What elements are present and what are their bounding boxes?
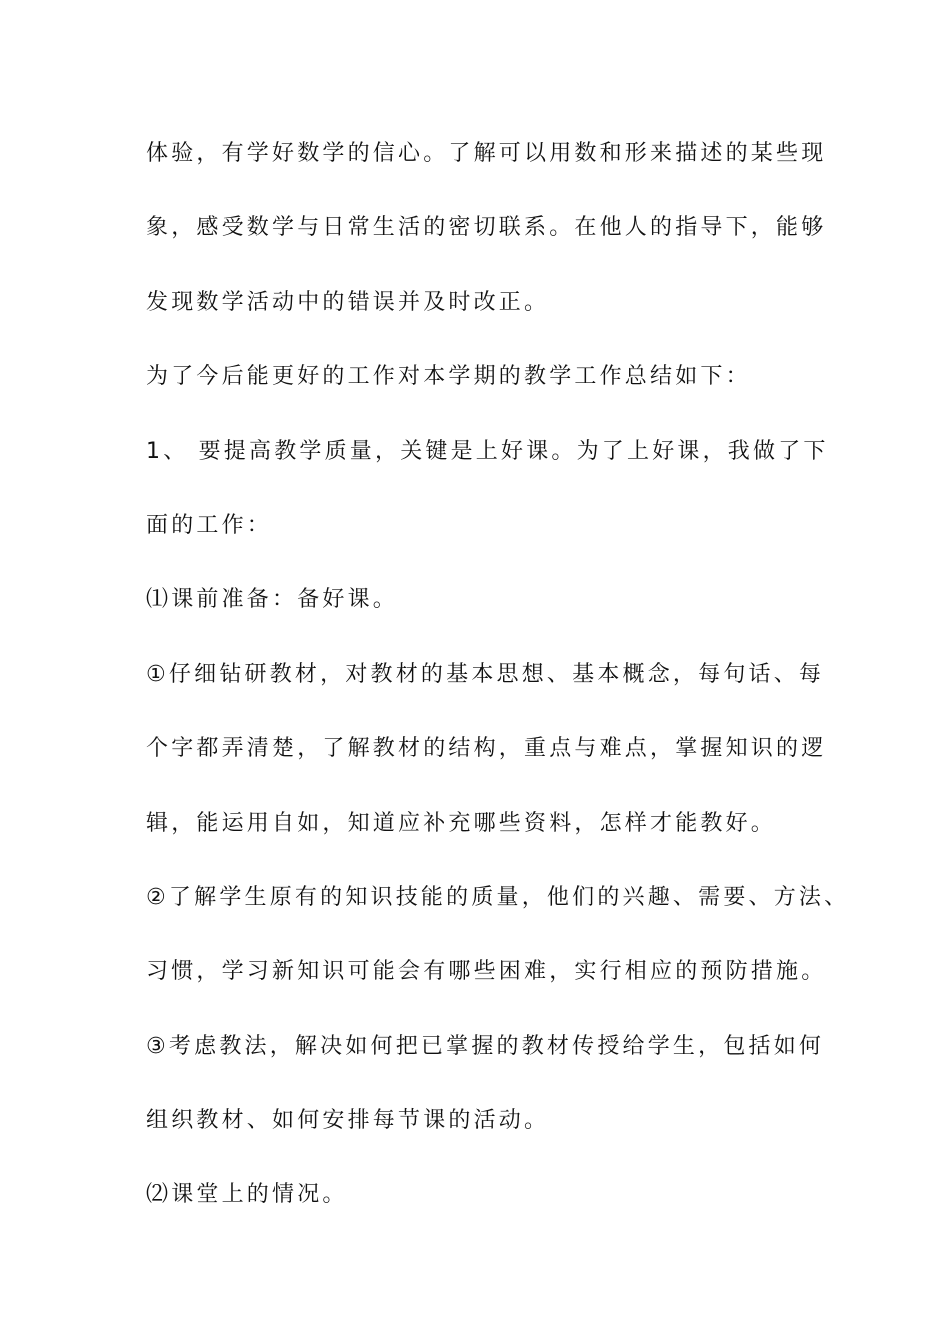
text-line: 发现数学活动中的错误并及时改正。 xyxy=(146,289,550,315)
section-heading-1: ⑴课前准备：备好课。 xyxy=(146,587,399,613)
circled-item-3: ③考虑教法，解决如何把已掌握的教材传授给学生，包括如何 xyxy=(146,1033,825,1059)
text-line: 面的工作： xyxy=(146,512,273,538)
text-line: 习惯，学习新知识可能会有哪些困难，实行相应的预防措施。 xyxy=(146,959,827,985)
document-body xyxy=(146,133,850,1249)
circled-item-1: ①仔细钻研教材，对教材的基本思想、基本概念，每句话、每 xyxy=(146,661,825,687)
text-line: 体验，有学好数学的信心。了解可以用数和形来描述的某些现 xyxy=(146,141,827,166)
text-line: 辑，能运用自如，知道应补充哪些资料，怎样才能教好。 xyxy=(146,810,777,836)
section-heading-2: ⑵课堂上的情况。 xyxy=(146,1182,348,1208)
circled-item-2: ②了解学生原有的知识技能的质量，他们的兴趣、需要、方法、 xyxy=(146,884,850,910)
text-line: 象，感受数学与日常生活的密切联系。在他人的指导下，能够 xyxy=(146,215,827,241)
text-line: 个字都弄清楚，了解教材的结构，重点与难点，掌握知识的逻 xyxy=(146,736,827,762)
text-line: 组织教材、如何安排每节课的活动。 xyxy=(146,1108,550,1134)
text-line: 为了今后能更好的工作对本学期的教学工作总结如下： xyxy=(146,364,751,390)
numbered-item-1: 1、 要提高教学质量，关键是上好课。为了上好课，我做了下 xyxy=(146,438,829,464)
